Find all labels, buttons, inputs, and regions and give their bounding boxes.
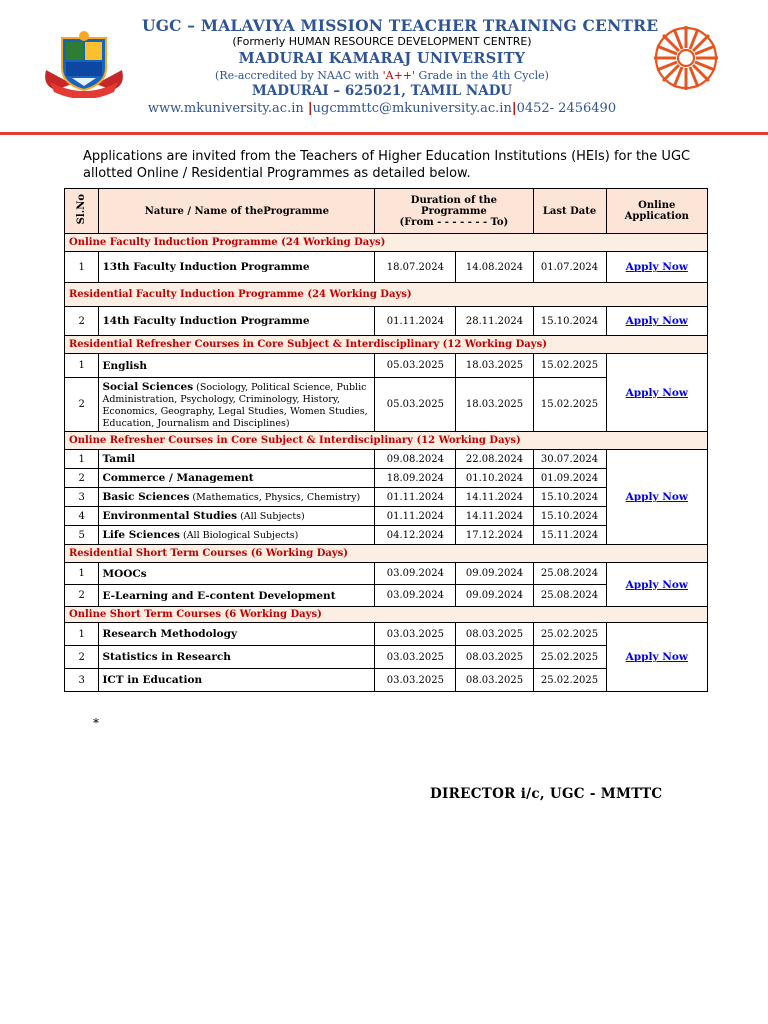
apply-cell bbox=[606, 307, 707, 336]
programme-name: 14th Faculty Induction Programme bbox=[99, 307, 375, 336]
last-date: 15.02.2025 bbox=[533, 378, 606, 432]
section-row bbox=[65, 336, 708, 354]
programme-name bbox=[99, 507, 375, 526]
footnote-marker: * bbox=[93, 716, 99, 730]
last-date: 25.08.2024 bbox=[533, 563, 606, 585]
date-to: 08.03.2025 bbox=[456, 623, 533, 646]
apply-now-link[interactable]: Apply Now bbox=[625, 386, 688, 399]
date-to: 22.08.2024 bbox=[456, 450, 533, 469]
date-from: 18.07.2024 bbox=[375, 252, 456, 283]
section-row bbox=[65, 545, 708, 563]
table-row bbox=[65, 307, 708, 336]
sl-no: 2 bbox=[65, 469, 99, 488]
programme-desc: (Mathematics, Physics, Chemistry) bbox=[189, 492, 361, 503]
programme-name bbox=[99, 526, 375, 545]
programme-table bbox=[64, 188, 708, 692]
date-to: 08.03.2025 bbox=[456, 646, 533, 669]
apply-cell bbox=[606, 623, 707, 692]
last-date: 30.07.2024 bbox=[533, 450, 606, 469]
date-to: 28.11.2024 bbox=[456, 307, 533, 336]
email-link[interactable]: ugcmmttc@mkuniversity.ac.in bbox=[312, 101, 512, 116]
date-from: 04.12.2024 bbox=[375, 526, 456, 545]
date-from: 03.03.2025 bbox=[375, 669, 456, 692]
sl-no: 5 bbox=[65, 526, 99, 545]
last-date: 25.08.2024 bbox=[533, 585, 606, 607]
programme-name bbox=[99, 488, 375, 507]
date-to: 09.09.2024 bbox=[456, 585, 533, 607]
apply-now-link[interactable]: Apply Now bbox=[625, 651, 688, 663]
university-name: MADURAI KAMARAJ UNIVERSITY bbox=[238, 50, 526, 67]
naac-cycle: 4th bbox=[491, 69, 511, 82]
date-to: 09.09.2024 bbox=[456, 563, 533, 585]
section-row bbox=[65, 234, 708, 252]
last-date: 15.10.2024 bbox=[533, 488, 606, 507]
last-date: 25.02.2025 bbox=[533, 623, 606, 646]
apply-cell bbox=[606, 563, 707, 607]
last-date: 15.10.2024 bbox=[533, 307, 606, 336]
programme-name: Commerce / Management bbox=[99, 469, 375, 488]
naac-text-2: Grade in the bbox=[415, 69, 492, 82]
sl-no: 3 bbox=[65, 488, 99, 507]
programme-desc: (All Subjects) bbox=[237, 511, 305, 522]
centre-title: UGC – MALAVIYA MISSION TEACHER TRAINING CENTRE bbox=[142, 16, 659, 35]
date-to: 08.03.2025 bbox=[456, 669, 533, 692]
ugc-emblem-icon bbox=[650, 22, 722, 94]
header-divider bbox=[0, 132, 768, 135]
header-slno bbox=[65, 189, 99, 234]
sl-no: 2 bbox=[65, 378, 99, 432]
separator: | bbox=[307, 101, 313, 116]
last-date: 01.07.2024 bbox=[533, 252, 606, 283]
programme-title: Social Sciences bbox=[102, 380, 194, 393]
section-title: Online Refresher Courses in Core Subject & Interdisciplinary (12 Working Days) bbox=[65, 432, 708, 450]
section-title: Residential Short Term Courses (6 Working Days) bbox=[65, 545, 708, 563]
section-row bbox=[65, 607, 708, 623]
last-date: 01.09.2024 bbox=[533, 469, 606, 488]
date-from: 03.03.2025 bbox=[375, 623, 456, 646]
last-date: 15.02.2025 bbox=[533, 354, 606, 378]
contact-line bbox=[142, 101, 622, 116]
programme-title: Life Sciences bbox=[102, 529, 180, 541]
address: MADURAI – 625021, TAMIL NADU bbox=[251, 83, 513, 99]
director-signature: DIRECTOR i/c, UGC - MMTTC bbox=[430, 786, 663, 802]
university-crest-icon bbox=[42, 30, 126, 98]
programme-desc: (All Biological Subjects) bbox=[179, 530, 299, 541]
date-from: 05.03.2025 bbox=[375, 378, 456, 432]
date-from: 01.11.2024 bbox=[375, 507, 456, 526]
sl-no: 1 bbox=[65, 450, 99, 469]
slno-label: Sl.No bbox=[76, 194, 88, 225]
naac-text-3: Cycle) bbox=[510, 69, 549, 82]
sl-no: 1 bbox=[65, 563, 99, 585]
duration-label: Duration of the Programme bbox=[410, 194, 498, 217]
last-date: 25.02.2025 bbox=[533, 669, 606, 692]
programme-name: 13th Faculty Induction Programme bbox=[99, 252, 375, 283]
programme-title: Environmental Studies bbox=[102, 510, 238, 522]
date-to: 17.12.2024 bbox=[456, 526, 533, 545]
header-duration bbox=[375, 189, 533, 234]
table-row bbox=[65, 563, 708, 585]
date-to: 18.03.2025 bbox=[456, 378, 533, 432]
sl-no: 1 bbox=[65, 623, 99, 646]
apply-now-link[interactable]: Apply Now bbox=[625, 578, 688, 591]
section-row bbox=[65, 283, 708, 307]
last-date: 15.10.2024 bbox=[533, 507, 606, 526]
apply-now-link[interactable]: Apply Now bbox=[625, 261, 688, 273]
date-from: 03.09.2024 bbox=[375, 563, 456, 585]
last-date: 25.02.2025 bbox=[533, 646, 606, 669]
date-from: 09.08.2024 bbox=[375, 450, 456, 469]
sl-no: 2 bbox=[65, 307, 99, 336]
table-row bbox=[65, 623, 708, 646]
apply-cell bbox=[606, 450, 707, 545]
date-from: 05.03.2025 bbox=[375, 354, 456, 378]
letterhead bbox=[0, 0, 768, 130]
apply-now-link[interactable]: Apply Now bbox=[625, 491, 688, 503]
date-from: 01.11.2024 bbox=[375, 488, 456, 507]
naac-grade: 'A++' bbox=[382, 69, 416, 82]
programme-desc: (Sociology, Political Science, Public Administration, Psychology, Criminology, History, Economics, Geography, Legal Studies, Women Studies, Education, Journalism and Disciplines) bbox=[102, 381, 368, 429]
table-header-row bbox=[65, 189, 708, 234]
section-title: Online Short Term Courses (6 Working Days) bbox=[65, 607, 708, 623]
apply-now-link[interactable]: Apply Now bbox=[625, 315, 688, 327]
formerly-note: (Formerly HUMAN RESOURCE DEVELOPMENT CENTRE) bbox=[232, 35, 532, 48]
duration-sub-label: (From - - - - - - - To) bbox=[399, 216, 509, 228]
website-link[interactable]: www.mkuniversity.ac.in bbox=[147, 101, 304, 116]
table-row bbox=[65, 354, 708, 378]
programme-name bbox=[99, 378, 375, 432]
sl-no: 2 bbox=[65, 646, 99, 669]
sl-no: 1 bbox=[65, 252, 99, 283]
date-from: 03.03.2025 bbox=[375, 646, 456, 669]
programme-title: Basic Sciences bbox=[102, 491, 190, 503]
section-row bbox=[65, 432, 708, 450]
date-to: 14.08.2024 bbox=[456, 252, 533, 283]
table-row bbox=[65, 450, 708, 469]
section-title: Residential Faculty Induction Programme (24 Working Days) bbox=[65, 283, 708, 307]
date-to: 14.11.2024 bbox=[456, 488, 533, 507]
naac-text-1: (Re-accredited by NAAC with bbox=[215, 69, 383, 82]
phone-number: 0452- 2456490 bbox=[516, 101, 617, 116]
programme-name: E-Learning and E-content Development bbox=[99, 585, 375, 607]
apply-cell bbox=[606, 354, 707, 432]
date-from: 03.09.2024 bbox=[375, 585, 456, 607]
programme-name: Tamil bbox=[99, 450, 375, 469]
last-date: 15.11.2024 bbox=[533, 526, 606, 545]
section-title: Residential Refresher Courses in Core Subject & Interdisciplinary (12 Working Days) bbox=[65, 336, 708, 354]
programme-name: English bbox=[99, 354, 375, 378]
sl-no: 2 bbox=[65, 585, 99, 607]
sl-no: 3 bbox=[65, 669, 99, 692]
section-title: Online Faculty Induction Programme (24 Working Days) bbox=[65, 234, 708, 252]
date-to: 18.03.2025 bbox=[456, 354, 533, 378]
programme-name: Statistics in Research bbox=[99, 646, 375, 669]
apply-cell bbox=[606, 252, 707, 283]
date-from: 18.09.2024 bbox=[375, 469, 456, 488]
date-to: 01.10.2024 bbox=[456, 469, 533, 488]
sl-no: 1 bbox=[65, 354, 99, 378]
naac-accreditation bbox=[142, 69, 622, 82]
programme-name: Research Methodology bbox=[99, 623, 375, 646]
date-to: 14.11.2024 bbox=[456, 507, 533, 526]
intro-paragraph: Applications are invited from the Teachers of Higher Education Institutions (HEIs) for the UGC allotted Online / Residential Programmes as detailed below. bbox=[83, 149, 691, 181]
programme-name: ICT in Education bbox=[99, 669, 375, 692]
header-name: Nature / Name of theProgramme bbox=[99, 189, 375, 234]
table-row bbox=[65, 252, 708, 283]
separator: | bbox=[511, 101, 517, 116]
programme-name: MOOCs bbox=[99, 563, 375, 585]
date-from: 01.11.2024 bbox=[375, 307, 456, 336]
header-online: Online Application bbox=[606, 189, 707, 234]
sl-no: 4 bbox=[65, 507, 99, 526]
header-last-date: Last Date bbox=[533, 189, 606, 234]
